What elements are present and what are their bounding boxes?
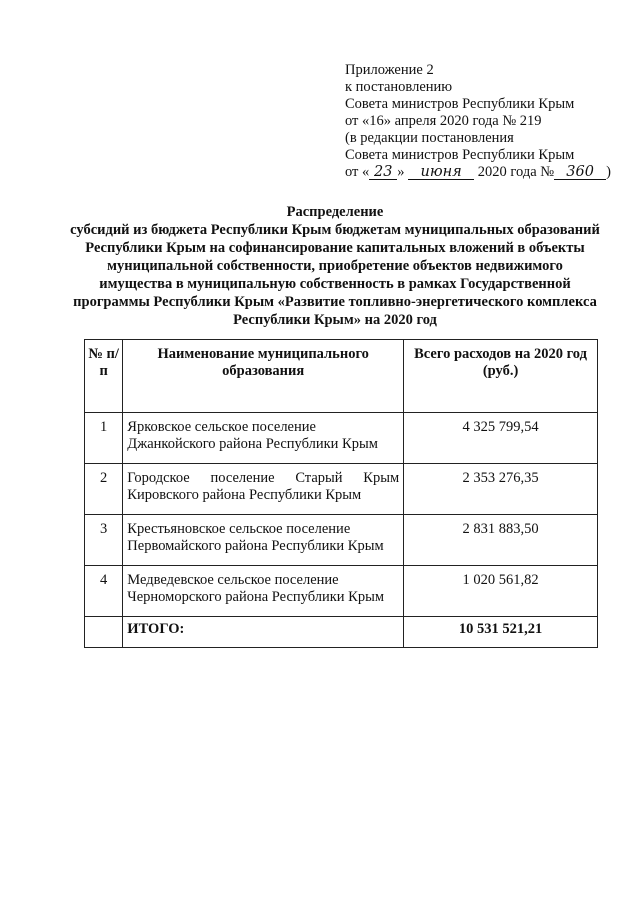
row-num: 1 — [85, 413, 123, 464]
date-year: 2020 года № — [477, 164, 555, 180]
appendix-line: (в редакции постановления — [345, 130, 514, 146]
header-num: № п/п — [85, 340, 123, 413]
handwritten-day: 23 — [369, 165, 397, 180]
header-name: Наименование муниципального образования — [123, 340, 404, 413]
row-sum: 1 020 561,82 — [404, 566, 598, 617]
total-label: ИТОГО: — [123, 617, 404, 648]
table-row — [85, 566, 598, 617]
row-name-line1: Ярковское сельское поселение — [127, 419, 316, 435]
subsidy-table — [84, 339, 598, 648]
document-title: Распределение — [286, 204, 384, 220]
row-name-line2: Джанкойского района Республики Крым — [127, 436, 378, 452]
row-num: 3 — [85, 515, 123, 566]
table-total-row — [85, 617, 598, 648]
date-mid: » — [397, 164, 405, 180]
row-name-line2: Черноморского района Республики Крым — [127, 589, 384, 605]
handwritten-number: 360 — [554, 165, 606, 180]
header-sum: Всего расходов на 2020 год (руб.) — [404, 340, 598, 413]
row-sum: 4 325 799,54 — [404, 413, 598, 464]
row-name — [123, 566, 404, 617]
row-name-line2: Кировского района Республики Крым — [127, 487, 362, 503]
row-num: 2 — [85, 464, 123, 515]
appendix-line: Приложение 2 — [345, 62, 434, 78]
total-num-cell — [85, 617, 123, 648]
row-name — [123, 413, 404, 464]
row-name — [123, 515, 404, 566]
handwritten-month: июня — [408, 165, 474, 180]
appendix-line: к постановлению — [345, 79, 453, 95]
row-num: 4 — [85, 566, 123, 617]
date-prefix: от « — [345, 164, 370, 180]
row-name-line1: Крестьяновское сельское поселение — [127, 521, 351, 537]
document-subtitle: субсидий из бюджета Республики Крым бюджетам муниципальных образований Республики Крым на софинансирование капитальных вложений в объекты муниципальной собственности, приобретение объектов недвижимого имущества в муниципальную собственность в рамках Государственной программы Республики Крым «Развитие топливно-энергетического комплекса Республики Крым» на 2020 год — [70, 222, 600, 328]
appendix-line: Совета министров Республики Крым — [345, 147, 575, 163]
table-row — [85, 464, 598, 515]
total-sum: 10 531 521,21 — [404, 617, 598, 648]
appendix-date-line — [345, 164, 625, 181]
table-row — [85, 413, 598, 464]
appendix-line: от «16» апреля 2020 года № 219 — [345, 113, 542, 129]
row-name-line2: Первомайского района Республики Крым — [127, 538, 384, 554]
row-name-line1: Городское поселение Старый Крым — [127, 470, 400, 486]
date-suffix: ) — [606, 164, 611, 180]
row-sum: 2 831 883,50 — [404, 515, 598, 566]
table-header-row — [85, 340, 598, 413]
row-name — [123, 464, 404, 515]
appendix-block — [345, 62, 625, 181]
appendix-line: Совета министров Республики Крым — [345, 96, 575, 112]
row-name-line1: Медведевское сельское поселение — [127, 572, 339, 588]
table-row — [85, 515, 598, 566]
row-sum: 2 353 276,35 — [404, 464, 598, 515]
